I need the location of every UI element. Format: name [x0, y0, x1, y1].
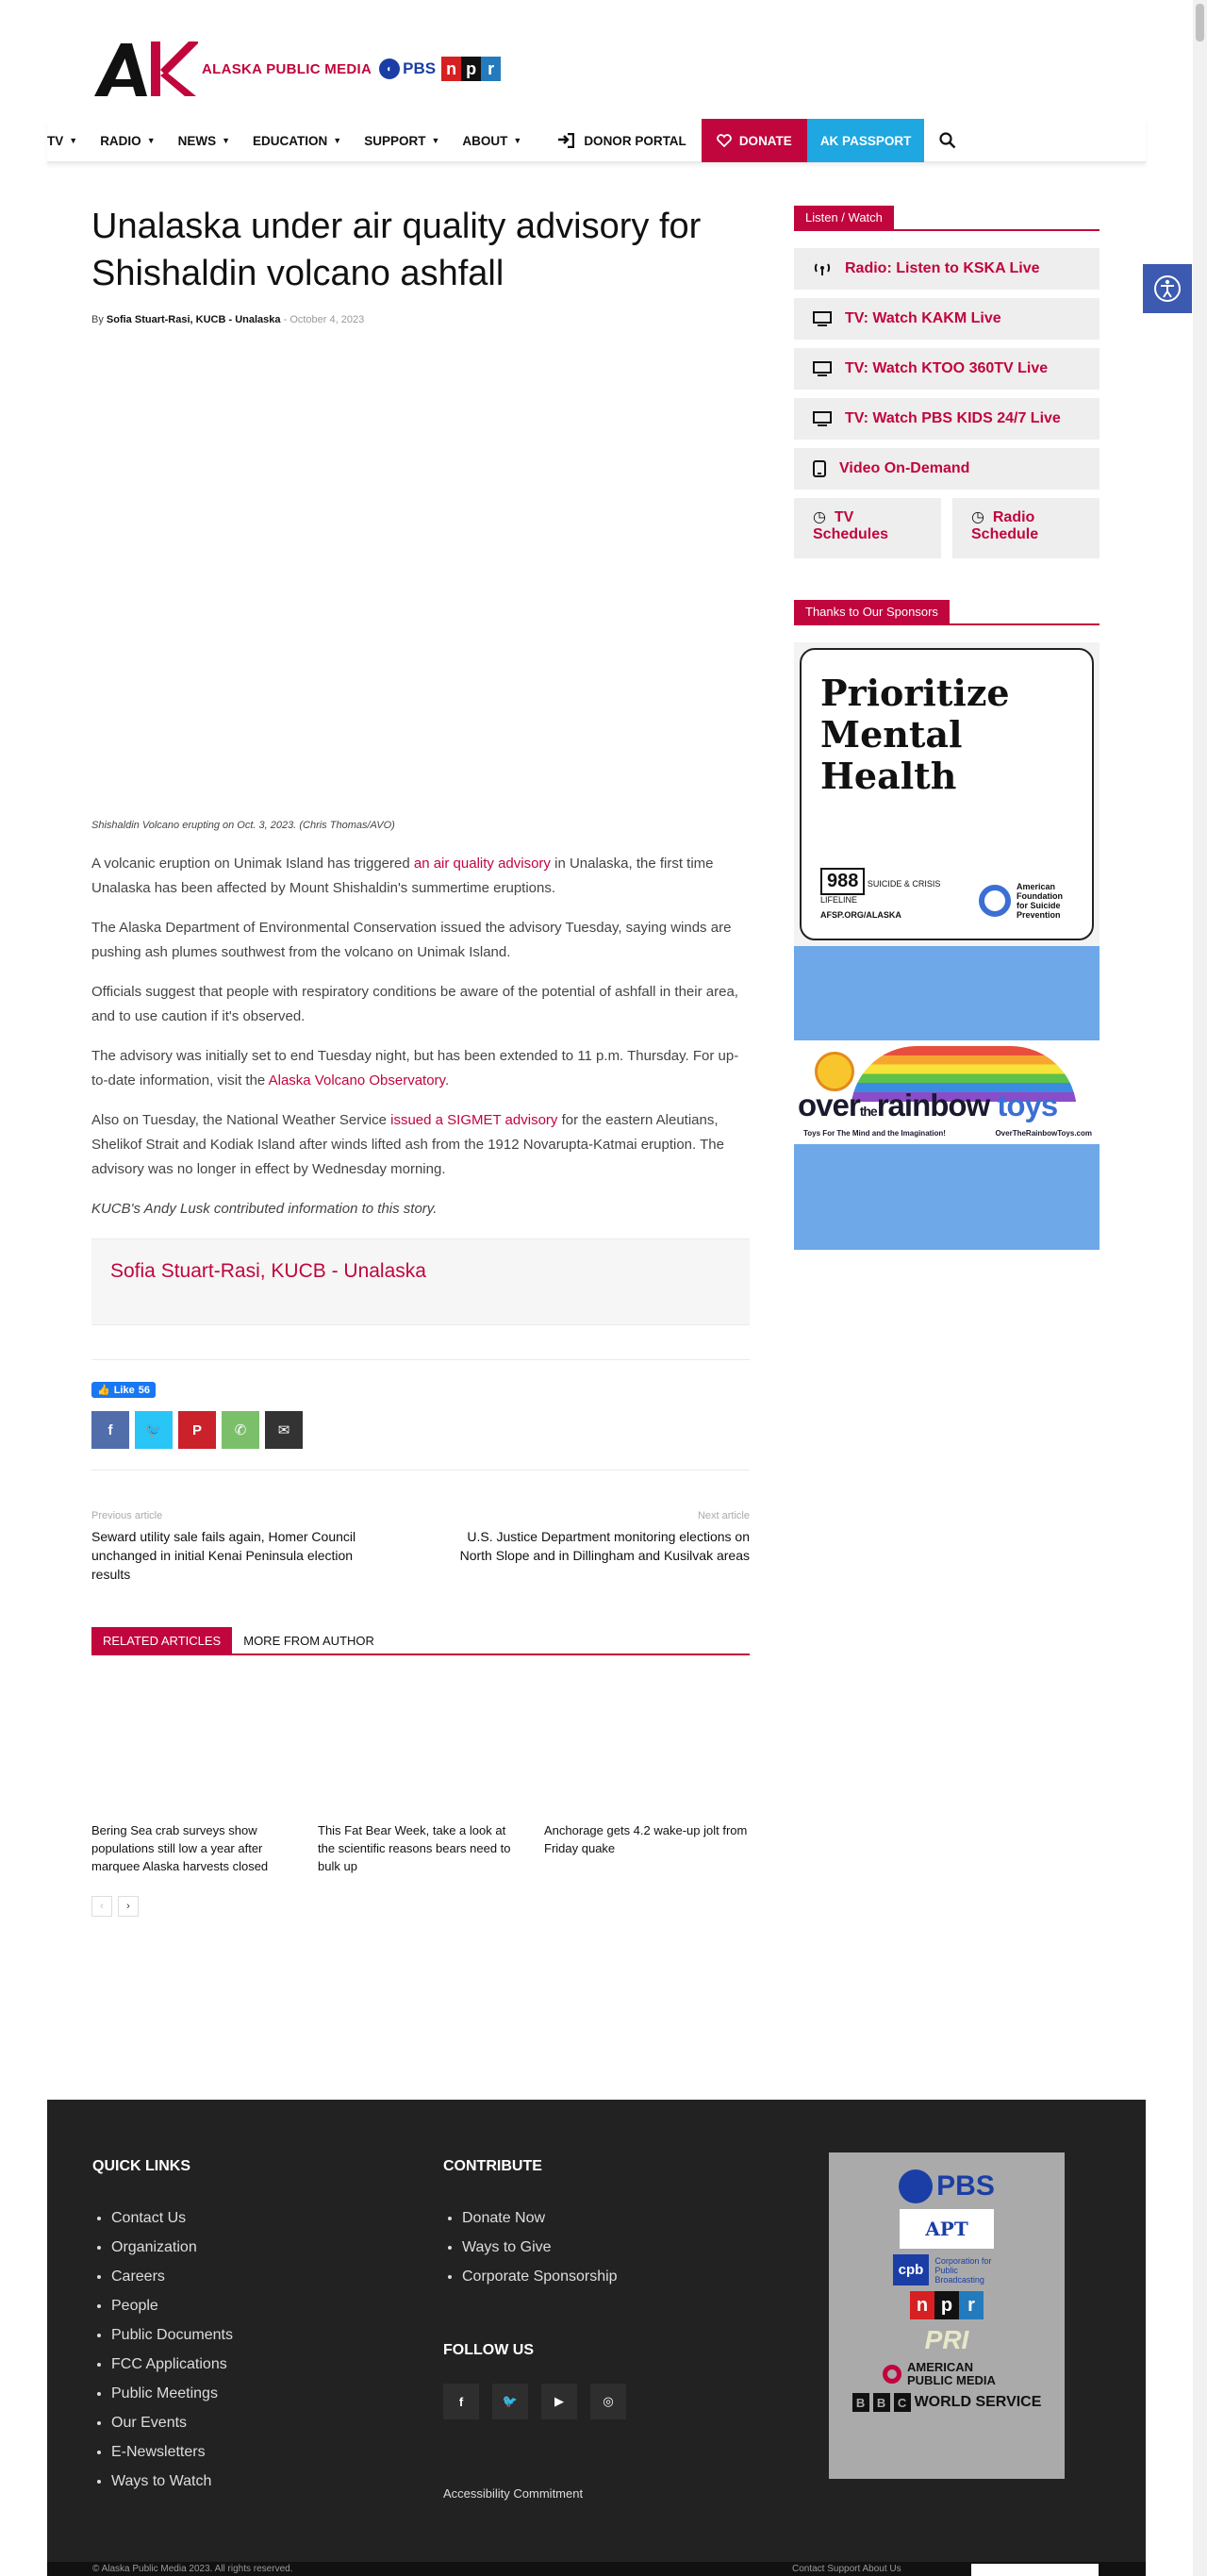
footer-link[interactable]: • Public Meetings — [111, 2379, 233, 2408]
npr-letter-r: r — [481, 57, 501, 81]
tv-icon — [813, 411, 832, 426]
avo-link[interactable]: Alaska Volcano Observatory — [268, 1072, 445, 1089]
related-card[interactable] — [544, 1672, 750, 1875]
whatsapp-share-icon[interactable]: ✆ — [222, 1411, 259, 1449]
quick-links — [92, 2158, 233, 2496]
partner-logos — [829, 2152, 1065, 2479]
brand-name: ALASKA PUBLIC MEDIA — [202, 60, 372, 77]
related-pager — [91, 1896, 750, 1917]
footer-link[interactable]: • People — [111, 2291, 233, 2320]
afsp-ad-card — [800, 648, 1094, 940]
donate-label: DONATE — [738, 133, 792, 148]
byline: By Sofia Stuart-Rasi, KUCB - Unalaska - October 4, 2023 — [91, 314, 365, 325]
footer-link[interactable]: • Ways to Give — [462, 2233, 618, 2262]
chevron-down-icon: ▼ — [333, 136, 342, 145]
pbs-head-icon — [899, 2169, 933, 2203]
video-on-demand-button[interactable] — [794, 448, 1100, 490]
chevron-down-icon: ▼ — [146, 136, 156, 145]
accessibility-icon — [1153, 274, 1182, 303]
footer-link[interactable]: • Donate Now — [462, 2203, 618, 2233]
contribute-list — [443, 2203, 618, 2291]
next-label: Next article — [697, 1510, 750, 1521]
bottom-links[interactable]: Contact Support About Us — [792, 2564, 901, 2574]
next-article[interactable] — [457, 1510, 750, 1584]
footer-link[interactable]: • Careers — [111, 2262, 233, 2291]
image-caption: Shishaldin Volcano erupting on Oct. 3, 2023. (Chris Thomas/AVO) — [91, 820, 395, 831]
twitter-share-icon[interactable]: 🐦 — [135, 1411, 173, 1449]
npr-letter-n: n — [441, 57, 461, 81]
tv-schedules-button[interactable] — [794, 498, 941, 558]
passport-label: AK PASSPORT — [819, 133, 912, 148]
ak-logo-icon — [94, 38, 198, 100]
post-navigation — [91, 1510, 750, 1584]
like-count: 56 — [138, 1384, 150, 1396]
npr-partner-logo: n p r — [910, 2291, 984, 2319]
author-box-name[interactable]: Sofia Stuart-Rasi, KUCB - Unalaska — [110, 1260, 426, 1282]
pri-partner-logo: PRI — [924, 2325, 969, 2354]
nav-item-radio[interactable] — [100, 134, 155, 148]
chevron-down-icon: ▼ — [513, 136, 522, 145]
button-label: TV: Watch KTOO 360TV Live — [845, 360, 1049, 376]
sponsors-widget — [794, 600, 1100, 1250]
related-title[interactable]: Bering Sea crab surveys show populations still low a year after marquee Alaska harvests closed — [91, 1823, 269, 1873]
related-tabs — [91, 1627, 750, 1655]
page-scrollbar[interactable] — [1193, 0, 1207, 2576]
ad-url: AFSP.ORG/ALASKA — [820, 910, 901, 920]
pbs-partner-logo: PBS — [899, 2169, 995, 2203]
chevron-left-icon[interactable]: ‹ — [91, 1896, 112, 1917]
paragraph: Officials suggest that people with respiratory conditions be aware of the potential of ashfall in their area, and to use caution if it's observed. — [91, 984, 738, 1024]
listen-ksks-button[interactable] — [794, 248, 1100, 290]
search-button[interactable] — [937, 130, 958, 151]
clock-icon: ◷ — [971, 509, 984, 525]
footer-link[interactable]: • Ways to Watch — [111, 2467, 233, 2496]
lifebuoy-icon — [979, 885, 1011, 917]
nav-label: NEWS — [177, 133, 217, 148]
follow-title: FOLLOW US — [443, 2342, 534, 2358]
related-thumbnail[interactable] — [318, 1672, 523, 1814]
button-label: TV: Watch PBS KIDS 24/7 Live — [845, 410, 1061, 426]
nav-item-education[interactable] — [253, 134, 341, 148]
npr-letter-p: p — [461, 57, 481, 81]
nav-label: SUPPORT — [364, 133, 426, 148]
search-icon — [939, 132, 956, 149]
contribute-links — [443, 2158, 618, 2291]
tv-icon — [813, 361, 832, 376]
facebook-icon[interactable]: f — [443, 2384, 479, 2419]
watch-pbs-kids-button[interactable] — [794, 398, 1100, 440]
footer-link[interactable]: • Organization — [111, 2233, 233, 2262]
ad-headline: Prioritize Mental Health — [820, 672, 1010, 797]
nav-item-tv[interactable] — [47, 134, 77, 148]
listen-buttons — [794, 248, 1100, 490]
share-area — [91, 1359, 750, 1471]
tv-icon — [813, 311, 832, 326]
pbs-logo — [379, 58, 436, 79]
paragraph: The Alaska Department of Environmental Conservation issued the advisory Tuesday, saying winds are pushing ash plumes southwest from the volcano on Unimak Island. — [91, 920, 732, 960]
prev-label: Previous article — [91, 1510, 163, 1521]
radio-schedule-button[interactable] — [952, 498, 1100, 558]
npr-logo — [441, 57, 501, 81]
chevron-down-icon: ▼ — [431, 136, 440, 145]
button-label: Video On-Demand — [839, 460, 970, 476]
radio-tower-icon — [813, 262, 832, 275]
ak-passport-button[interactable] — [807, 119, 925, 162]
donor-portal-label: DONOR PORTAL — [584, 133, 686, 148]
email-share-icon[interactable]: ✉ — [265, 1411, 303, 1449]
article-body — [91, 852, 750, 1222]
nav-item-support[interactable] — [364, 134, 439, 148]
pbs-head-icon: ◐ — [379, 58, 400, 79]
follow-us — [443, 2342, 626, 2419]
tab-related-articles[interactable]: RELATED ARTICLES — [91, 1627, 232, 1654]
byline-author[interactable]: Sofia Stuart-Rasi, KUCB - Unalaska — [106, 314, 281, 325]
related-card[interactable] — [91, 1672, 297, 1875]
pinterest-share-icon[interactable]: P — [178, 1411, 216, 1449]
ad-footer — [820, 868, 1073, 920]
paragraph: The advisory was initially set to end Tuesday night, but has been extended to 11 p.m. Thursday. For up-to-date information, visit the Alaska Volcano Observatory. — [91, 1048, 739, 1089]
nav-label: EDUCATION — [253, 133, 328, 148]
chevron-down-icon: ▼ — [222, 136, 231, 145]
copyright-text: © Alaska Public Media 2023. All rights reserved. — [92, 2564, 293, 2574]
toys-logo-text: overtherainbow toys — [798, 1088, 1058, 1122]
donor-portal-link[interactable] — [557, 133, 686, 148]
thumbs-up-icon: 👍 — [97, 1385, 110, 1396]
like-label: Like — [113, 1384, 135, 1396]
instagram-icon[interactable]: ◎ — [590, 2384, 626, 2419]
nav-item-about[interactable] — [462, 134, 521, 148]
sign-in-icon — [557, 133, 574, 148]
youtube-icon[interactable]: ▶ — [541, 2384, 577, 2419]
quick-links-title: QUICK LINKS — [92, 2158, 190, 2174]
apm-partner-logo: AMERICAN PUBLIC MEDIA — [883, 2361, 1011, 2387]
button-label: Radio Schedule — [971, 509, 1039, 542]
scrollbar-thumb[interactable] — [1196, 4, 1204, 42]
nav-label: RADIO — [100, 133, 141, 148]
pbs-text: PBS — [403, 59, 437, 77]
accessibility-commitment-link[interactable]: Accessibility Commitment — [443, 2486, 584, 2501]
article — [91, 203, 750, 1917]
contribute-title: CONTRIBUTE — [443, 2158, 542, 2174]
lifeline-logo: 988 SUICIDE & CRISIS LIFELINE AFSP.ORG/ALASKA — [820, 868, 979, 920]
sponsors-heading: Thanks to Our Sponsors — [794, 600, 1100, 625]
facebook-share-icon[interactable]: f — [91, 1411, 129, 1449]
facebook-like-button[interactable] — [91, 1382, 156, 1398]
footer-link[interactable]: • Our Events — [111, 2408, 233, 2437]
nav-label: TV — [47, 133, 64, 148]
hero-image — [91, 337, 750, 820]
byline-by: By — [91, 314, 104, 325]
tablet-icon — [813, 460, 826, 477]
byline-date: October 4, 2023 — [289, 314, 365, 325]
sun-icon — [815, 1052, 854, 1091]
paragraph: Also on Tuesday, the National Weather Service issued a SIGMET advisory for the eastern Aleutians, Shelikof Strait and Kodiak Island after winds lifted ash from the 1912 Novarupta-Katmai eruption. The advisory was no longer in effect by Wednesday morning. — [91, 1112, 724, 1177]
site-footer — [47, 2100, 1146, 2562]
sigmet-link[interactable]: issued a SIGMET advisory — [390, 1112, 558, 1128]
accessibility-toolbar-button[interactable] — [1143, 264, 1192, 313]
tab-more-from-author[interactable]: MORE FROM AUTHOR — [243, 1634, 374, 1648]
main-nav — [47, 120, 1146, 163]
donate-button[interactable] — [702, 119, 807, 162]
twitter-icon[interactable]: 🐦 — [492, 2384, 528, 2419]
related-card[interactable] — [318, 1672, 523, 1875]
afsp-logo: American Foundation for Suicide Prevention — [979, 882, 1073, 920]
article-title: Unalaska under air quality advisory for Shishaldin volcano ashfall — [91, 207, 702, 293]
chevron-down-icon: ▼ — [69, 136, 78, 145]
previous-article[interactable] — [91, 1510, 384, 1584]
site-logo[interactable] — [94, 38, 537, 100]
clock-icon: ◷ — [813, 509, 826, 525]
button-label: TV Schedules — [813, 509, 889, 542]
copyright-bar — [47, 2562, 1146, 2576]
paragraph: A volcanic eruption on Unimak Island has triggered an air quality advisory in Unalaska, the first time Unalaska has been affected by Mount Shishaldin's summertime eruptions. — [91, 856, 714, 896]
footer-link[interactable]: • FCC Applications — [111, 2350, 233, 2379]
related-grid — [91, 1672, 750, 1875]
quick-links-list — [92, 2203, 233, 2496]
button-label: Radio: Listen to KSKA Live — [845, 260, 1040, 276]
social-icons — [443, 2384, 626, 2419]
sidebar — [794, 206, 1100, 1250]
paragraph-contributor: KUCB's Andy Lusk contributed information to this story. — [91, 1201, 438, 1217]
nav-item-news[interactable] — [178, 134, 230, 148]
sponsor-ad-over-the-rainbow-toys[interactable] — [794, 946, 1100, 1250]
share-icons — [91, 1411, 750, 1449]
listen-watch-heading: Listen / Watch — [794, 206, 1100, 231]
toys-tagline: Toys For The Mind and the Imagination! OverTheRainbowToys.com — [803, 1129, 1092, 1138]
apm-circle-icon — [883, 2365, 901, 2384]
apt-partner-logo: APT — [900, 2209, 994, 2249]
chevron-right-icon[interactable]: › — [118, 1896, 139, 1917]
footer-link[interactable]: • Corporate Sponsorship — [462, 2262, 618, 2291]
button-label: TV: Watch KAKM Live — [845, 310, 1001, 326]
author-box — [91, 1238, 750, 1325]
related-title[interactable]: Anchorage gets 4.2 wake-up jolt from Friday quake — [544, 1823, 748, 1855]
related-thumbnail[interactable] — [544, 1672, 750, 1814]
cpb-partner-logo: cpb Corporation for Public Broadcasting — [893, 2254, 1001, 2285]
footer-link[interactable]: • Public Documents — [111, 2320, 233, 2350]
watch-kakm-button[interactable] — [794, 298, 1100, 340]
schedule-row — [794, 498, 1100, 558]
next-title[interactable]: U.S. Justice Department monitoring elections on North Slope and in Dillingham and Kusilvak areas — [459, 1529, 750, 1563]
footer-link[interactable]: • Contact Us — [111, 2203, 233, 2233]
bbc-world-service-logo: B B C WORLD SERVICE — [852, 2393, 1042, 2412]
bottom-widget — [971, 2564, 1099, 2576]
related-title[interactable]: This Fat Bear Week, take a look at the scientific reasons bears need to bulk up — [318, 1823, 511, 1873]
related-thumbnail[interactable] — [91, 1672, 297, 1814]
sponsor-ad-afsp[interactable] — [794, 642, 1100, 946]
prev-title[interactable]: Seward utility sale fails again, Homer Council unchanged in initial Kenai Peninsula election results — [91, 1529, 356, 1582]
nav-label: ABOUT — [462, 133, 508, 148]
footer-link[interactable]: • E-Newsletters — [111, 2437, 233, 2467]
site-header — [47, 0, 1146, 166]
watch-ktoo-button[interactable] — [794, 348, 1100, 390]
heart-icon — [717, 134, 732, 147]
air-quality-advisory-link[interactable]: an air quality advisory — [413, 856, 551, 872]
